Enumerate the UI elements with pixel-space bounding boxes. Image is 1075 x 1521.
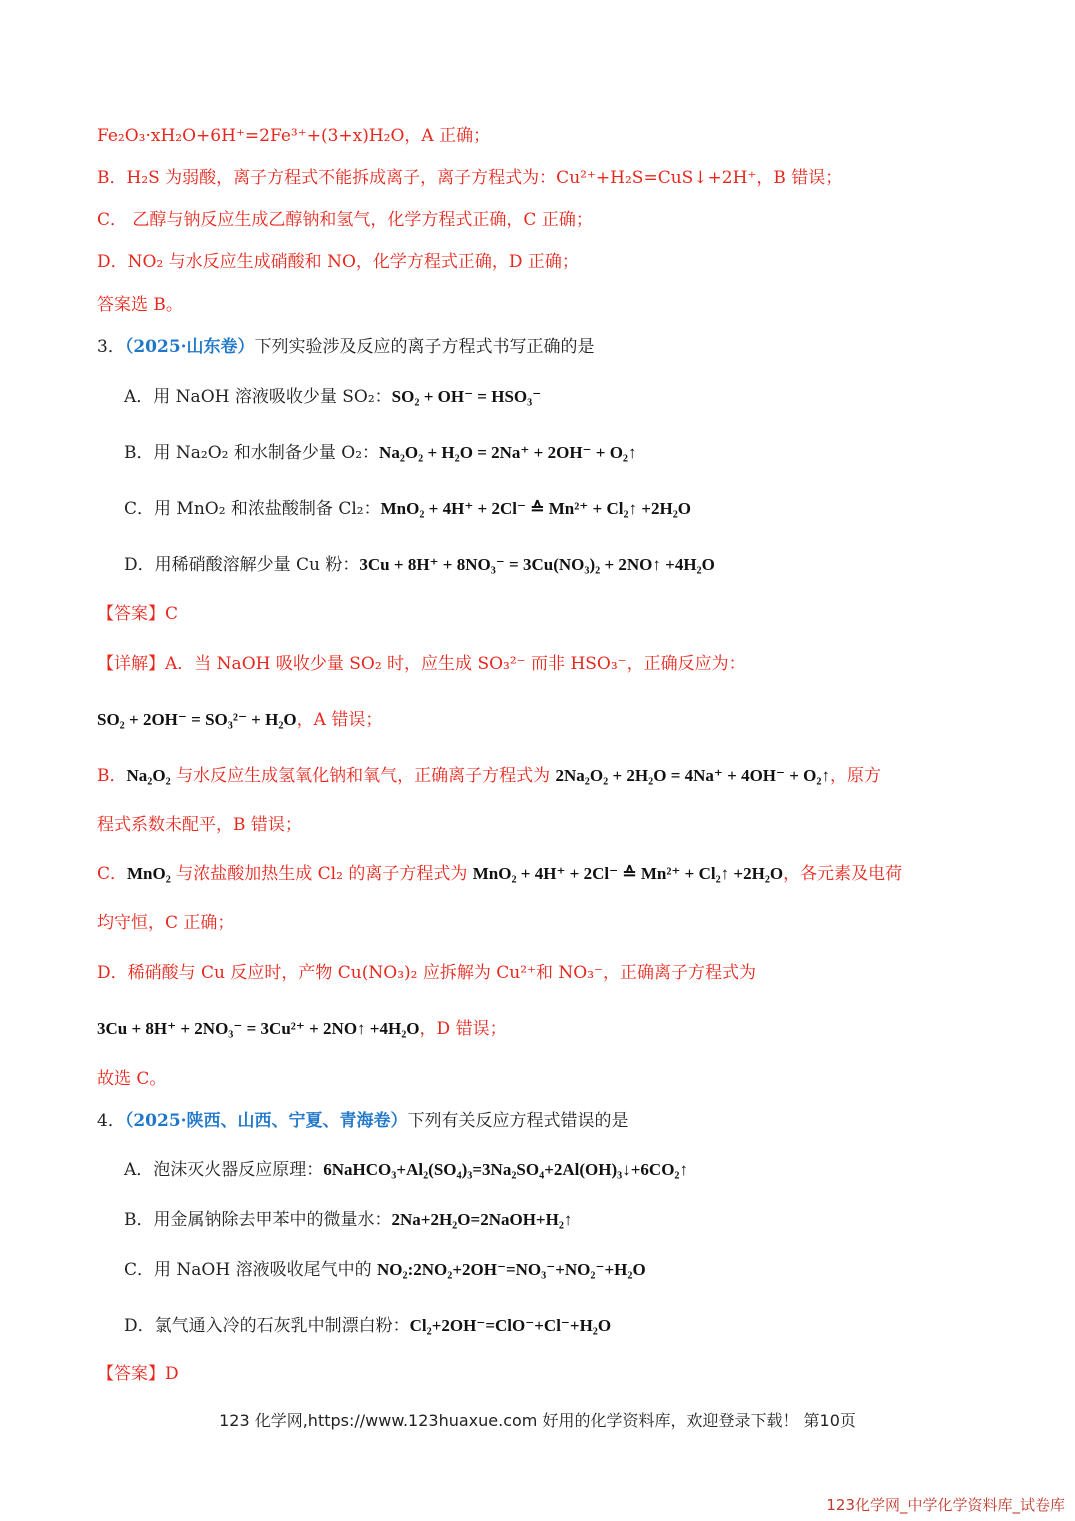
option-a: [124, 385, 1035, 409]
detail-d: D．稀硝酸与 Cu 反应时，产物 Cu(NO₃)₂ 应拆解为 Cu²⁺和 NO₃⁻，正确离子方程式为: [97, 963, 757, 983]
equation: 2Na₂O₂ + 2H₂O = 4Na⁺ + 4OH⁻ + O₂↑: [555, 766, 830, 785]
conclusion: 故选 C。: [97, 1069, 167, 1089]
equation: MnO₂: [127, 864, 171, 883]
watermark: 123化学网_中学化学资料库_试卷库: [826, 1496, 1065, 1514]
option-d: [124, 553, 1035, 577]
text-line: B．H₂S 为弱酸，离子方程式不能拆成离子，离子方程式为：Cu²⁺+H₂S=CuS↓+2H⁺，B 错误；: [97, 168, 843, 188]
detail-b: [97, 764, 1035, 788]
equation: 2Na+2H₂O=2NaOH+H₂↑: [391, 1210, 573, 1229]
detail-b-cont: 程式系数未配平，B 错误；: [97, 815, 302, 835]
option-text: C．用 NaOH 溶液吸收尾气中的: [124, 1260, 377, 1280]
detail-text: ，A 错误；: [296, 710, 383, 730]
option-d: [124, 1314, 1035, 1338]
option-text: D．用稀硝酸溶解少量 Cu 粉：: [124, 555, 360, 575]
option-b: [124, 1208, 1035, 1232]
option-c: [124, 1258, 1035, 1282]
equation: 3Cu + 8H⁺ + 8NO₃⁻ = 3Cu(NO₃)₂ + 2NO↑ +4H₂O: [359, 555, 715, 574]
equation: Na₂O₂ + H₂O = 2Na⁺ + 2OH⁻ + O₂↑: [379, 443, 637, 462]
option-text: D．氯气通入冷的石灰乳中制漂白粉：: [124, 1316, 410, 1336]
equation: SO₂ + 2OH⁻ = SO₃²⁻ + H₂O: [97, 710, 297, 729]
detail-c-cont: 均守恒，C 正确；: [97, 913, 235, 933]
question-number: 4．: [97, 1111, 125, 1131]
equation: Cl₂+2OH⁻=ClO⁻+Cl⁻+H₂O: [409, 1316, 612, 1335]
option-c: [124, 497, 1035, 521]
text-line: Fe₂O₃·xH₂O+6H⁺=2Fe³⁺+(3+x)H₂O，A 正确；: [97, 126, 491, 146]
question-text: 下列有关反应方程式错误的是: [407, 1111, 629, 1131]
detail-d-eq: [97, 1017, 1035, 1041]
question-3-stem: [97, 335, 1035, 359]
option-text: C．用 MnO₂ 和浓盐酸制备 Cl₂：: [124, 499, 381, 519]
text-line: 答案选 B。: [97, 295, 183, 315]
equation: Na₂O₂: [126, 766, 171, 785]
detail-text: 与水反应生成氢氧化钠和氧气，正确离子方程式为: [170, 766, 556, 786]
answer: 【答案】C: [97, 604, 179, 624]
equation: 3Cu + 8H⁺ + 2NO₃⁻ = 3Cu²⁺ + 2NO↑ +4H₂O: [97, 1019, 420, 1038]
question-4-stem: [97, 1109, 1035, 1133]
question-number: 3．: [97, 337, 125, 357]
option-text: B．用 Na₂O₂ 和水制备少量 O₂：: [124, 443, 380, 463]
detail-text: ，各元素及电荷: [783, 864, 903, 884]
question-source: （2025·山东卷）: [124, 337, 255, 357]
page-footer: 123 化学网,https://www.123huaxue.com 好用的化学资料库，欢迎登录下载！ 第10页: [219, 1411, 856, 1430]
question-text: 下列实验涉及反应的离子方程式书写正确的是: [254, 337, 595, 357]
equation: NO₂:2NO₂+2OH⁻=NO₃⁻+NO₂⁻+H₂O: [377, 1260, 646, 1279]
option-text: A．泡沫灭火器反应原理：: [124, 1160, 324, 1180]
question-source: （2025·陕西、山西、宁夏、青海卷）: [124, 1111, 408, 1131]
equation: 6NaHCO₃+Al₂(SO₄)₃=3Na₂SO₄+2Al(OH)₃↓+6CO₂↑: [323, 1160, 689, 1179]
equation: MnO₂ + 4H⁺ + 2Cl⁻ ≙ Mn²⁺ + Cl₂↑ +2H₂O: [380, 499, 692, 518]
option-b: [124, 441, 1035, 465]
equation: SO₂ + OH⁻ = HSO₃⁻: [391, 387, 542, 406]
detail-text: ，原方: [830, 766, 881, 786]
detail-text: C．: [97, 864, 128, 884]
detail-text: ，D 错误；: [419, 1019, 507, 1039]
option-a: [124, 1158, 1035, 1182]
text-line: C． 乙醇与钠反应生成乙醇钠和氢气，化学方程式正确，C 正确；: [97, 210, 593, 230]
option-text: B．用金属钠除去甲苯中的微量水：: [124, 1210, 392, 1230]
detail-a-eq: [97, 708, 1035, 732]
detail-text: 与浓盐酸加热生成 Cl₂ 的离子方程式为: [170, 864, 473, 884]
equation: MnO₂ + 4H⁺ + 2Cl⁻ ≙ Mn²⁺ + Cl₂↑ +2H₂O: [472, 864, 784, 883]
option-text: A．用 NaOH 溶液吸收少量 SO₂：: [124, 387, 392, 407]
detail-c: [97, 862, 1035, 886]
detail-text: B．: [97, 766, 127, 786]
answer: 【答案】D: [97, 1364, 179, 1384]
text-line: D．NO₂ 与水反应生成硝酸和 NO，化学方程式正确，D 正确；: [97, 252, 579, 272]
detail-a: 【详解】A．当 NaOH 吸收少量 SO₂ 时，应生成 SO₃²⁻ 而非 HSO₃⁻，正确反应为：: [97, 654, 746, 674]
